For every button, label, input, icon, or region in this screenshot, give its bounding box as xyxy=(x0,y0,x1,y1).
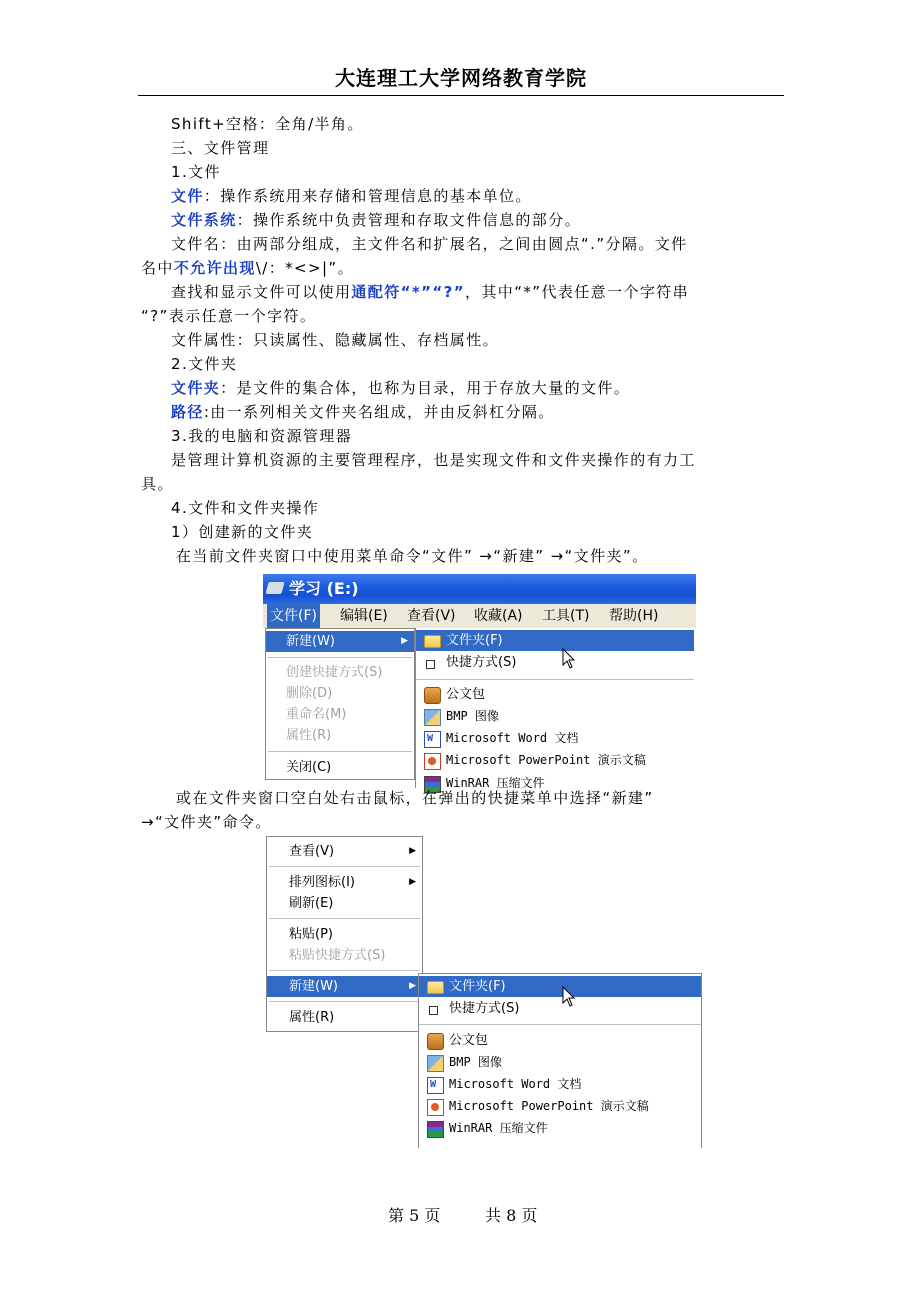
submenu-item-bmp[interactable] xyxy=(416,706,694,727)
powerpoint-icon xyxy=(427,1099,444,1116)
window-title: 学习 (E:) xyxy=(289,579,359,598)
submenu-item-powerpoint[interactable] xyxy=(419,1096,701,1117)
submenu-arrow-icon: ▶ xyxy=(409,846,416,856)
submenu-item-winrar[interactable] xyxy=(419,1118,701,1139)
mouse-cursor-icon xyxy=(562,986,576,1008)
definition: :由一系列相关文件夹名组成，并由反斜杠分隔。 xyxy=(203,403,555,421)
word-document-icon xyxy=(424,731,441,748)
submenu-item-folder[interactable] xyxy=(419,976,701,997)
subsection-heading: 2.文件夹 xyxy=(171,355,238,373)
explorer-screenshot xyxy=(263,574,696,790)
menu-file[interactable]: 文件(F) xyxy=(267,604,320,628)
text-line: 是管理计算机资源的主要管理程序，也是实现文件和文件夹操作的有力工 xyxy=(171,451,696,469)
menu-item-label: 文件夹(F) xyxy=(449,979,506,994)
page-total: 共 8 页 xyxy=(485,1206,538,1225)
context-item-new[interactable] xyxy=(267,976,422,997)
menu-separator xyxy=(269,866,420,867)
menu-item-label: WinRAR 压缩文件 xyxy=(449,1121,548,1135)
new-submenu xyxy=(418,973,702,1148)
menu-separator xyxy=(269,918,420,919)
text-line: →“文件夹”命令。 xyxy=(141,813,272,831)
subsection-heading: 1.文件 xyxy=(171,163,221,181)
text-line: 文件属性：只读属性、隐藏属性、存档属性。 xyxy=(171,331,500,349)
menu-separator xyxy=(416,679,694,680)
context-item-properties[interactable]: 属性(R) xyxy=(289,1010,335,1025)
submenu-item-word[interactable] xyxy=(416,728,694,749)
definition: ：操作系统用来存储和管理信息的基本单位。 xyxy=(203,187,532,205)
winrar-icon xyxy=(427,1121,444,1138)
menu-item-label: BMP 图像 xyxy=(449,1055,502,1069)
submenu-item-folder[interactable] xyxy=(416,630,694,651)
menu-item-label: 查看(V) xyxy=(289,844,335,859)
briefcase-icon xyxy=(424,687,441,704)
context-item-view[interactable] xyxy=(267,841,422,862)
mouse-cursor-icon xyxy=(562,648,576,670)
page-header-title: 大连理工大学网络教育学院 xyxy=(335,66,587,90)
menu-item-label: Microsoft PowerPoint 演示文稿 xyxy=(449,1099,649,1113)
term: 文件 xyxy=(171,187,204,205)
submenu-item-word[interactable] xyxy=(419,1074,701,1095)
menu-edit[interactable]: 编辑(E) xyxy=(340,608,388,624)
text-line: 具。 xyxy=(141,475,174,493)
word-document-icon xyxy=(427,1077,444,1094)
menu-item-label: Microsoft PowerPoint 演示文稿 xyxy=(446,753,646,767)
section-heading: 三、文件管理 xyxy=(171,139,270,157)
context-menu xyxy=(266,836,423,1032)
shortcut-icon xyxy=(426,660,435,669)
text-line xyxy=(171,282,689,302)
submenu-item-shortcut[interactable] xyxy=(419,998,701,1019)
submenu-item-briefcase[interactable] xyxy=(416,684,694,705)
text-line: 或在文件夹窗口空白处右击鼠标，在弹出的快捷菜单中选择“新建” xyxy=(176,789,654,807)
menu-item-label: 快捷方式(S) xyxy=(449,1001,520,1016)
menu-item-label: Microsoft Word 文档 xyxy=(449,1077,582,1091)
submenu-item-bmp[interactable] xyxy=(419,1052,701,1073)
submenu-item-powerpoint[interactable] xyxy=(416,750,694,771)
menu-separator xyxy=(268,751,412,752)
text-fragment: 名中 xyxy=(141,259,174,277)
menu-separator xyxy=(269,970,420,971)
context-item-paste[interactable]: 粘贴(P) xyxy=(289,927,333,942)
submenu-arrow-icon: ▶ xyxy=(409,877,416,887)
text-fragment: 查找和显示文件可以使用 xyxy=(171,283,352,301)
text-line xyxy=(171,378,630,398)
text-fragment: ，其中“*”代表任意一个字符串 xyxy=(465,283,690,301)
submenu-arrow-icon: ▶ xyxy=(401,636,408,646)
menu-item-new[interactable] xyxy=(266,631,414,652)
text-line: 在当前文件夹窗口中使用菜单命令“文件” →“新建” →“文件夹”。 xyxy=(176,547,649,565)
menu-view[interactable]: 查看(V) xyxy=(407,608,456,624)
drive-icon xyxy=(265,582,284,594)
window-titlebar xyxy=(263,574,696,604)
definition: ：是文件的集合体，也称为目录，用于存放大量的文件。 xyxy=(220,379,631,397)
header-divider xyxy=(138,95,784,96)
menu-help[interactable]: 帮助(H) xyxy=(609,608,659,624)
term: 文件夹 xyxy=(171,379,221,397)
context-menu-screenshot xyxy=(266,836,702,1148)
text-line: 文件名：由两部分组成，主文件名和扩展名，之间由圆点“.”分隔。文件 xyxy=(171,235,688,253)
submenu-arrow-icon: ▶ xyxy=(409,981,416,991)
file-dropdown xyxy=(265,628,415,780)
term: 通配符“*”“?” xyxy=(351,283,465,301)
menu-item-label: 公文包 xyxy=(449,1033,489,1048)
menu-bar xyxy=(263,604,696,628)
definition: ：操作系统中负责管理和存取文件信息的部分。 xyxy=(236,211,582,229)
menu-item-delete[interactable]: 删除(D) xyxy=(286,686,333,701)
text-fragment: \/：*<>|”。 xyxy=(255,259,354,277)
menu-favorites[interactable]: 收藏(A) xyxy=(474,608,523,624)
menu-item-close[interactable]: 关闭(C) xyxy=(286,760,332,775)
menu-item-label: 文件夹(F) xyxy=(446,633,503,648)
submenu-item-shortcut[interactable] xyxy=(416,652,694,673)
menu-tools[interactable]: 工具(T) xyxy=(542,608,590,624)
menu-item-rename[interactable]: 重命名(M) xyxy=(286,707,347,722)
submenu-item-briefcase[interactable] xyxy=(419,1030,701,1051)
text-line: Shift+空格：全角/半角。 xyxy=(171,115,364,133)
context-item-refresh[interactable]: 刷新(E) xyxy=(289,896,334,911)
text-line xyxy=(141,258,354,278)
menu-item-label: 新建(W) xyxy=(286,634,335,649)
shortcut-icon xyxy=(429,1006,438,1015)
image-icon xyxy=(427,1055,444,1072)
term: 路径 xyxy=(171,403,204,421)
folder-icon xyxy=(424,635,441,648)
text-line: “?”表示任意一个字符。 xyxy=(141,307,317,325)
text-line xyxy=(171,402,555,422)
text-line xyxy=(171,210,581,230)
powerpoint-icon xyxy=(424,753,441,770)
menu-item-label: 公文包 xyxy=(446,687,486,702)
term: 文件系统 xyxy=(171,211,237,229)
menu-separator xyxy=(268,657,412,658)
briefcase-icon xyxy=(427,1033,444,1050)
subsection-heading: 3.我的电脑和资源管理器 xyxy=(171,427,353,445)
page-number: 第 5 页 xyxy=(388,1206,441,1225)
menu-item-label: 排列图标(I) xyxy=(289,875,355,890)
menu-item-label: WinRAR 压缩文件 xyxy=(446,776,545,790)
menu-item-properties[interactable]: 属性(R) xyxy=(286,728,332,743)
menu-item-label: 快捷方式(S) xyxy=(446,655,517,670)
term: 不允许出现 xyxy=(173,259,256,277)
menu-item-label: 新建(W) xyxy=(289,979,338,994)
menu-item-create-shortcut[interactable]: 创建快捷方式(S) xyxy=(286,665,383,680)
text-line xyxy=(171,186,532,206)
subsection-heading: 4.文件和文件夹操作 xyxy=(171,499,320,517)
context-item-arrange[interactable] xyxy=(267,872,422,893)
menu-item-label: Microsoft Word 文档 xyxy=(446,731,579,745)
text-line: 1）创建新的文件夹 xyxy=(171,523,314,541)
image-icon xyxy=(424,709,441,726)
context-item-paste-shortcut[interactable]: 粘贴快捷方式(S) xyxy=(289,948,386,963)
menu-separator xyxy=(419,1024,701,1025)
folder-icon xyxy=(427,981,444,994)
new-submenu xyxy=(415,628,697,788)
menu-separator xyxy=(269,1001,420,1002)
menu-item-label: BMP 图像 xyxy=(446,709,499,723)
